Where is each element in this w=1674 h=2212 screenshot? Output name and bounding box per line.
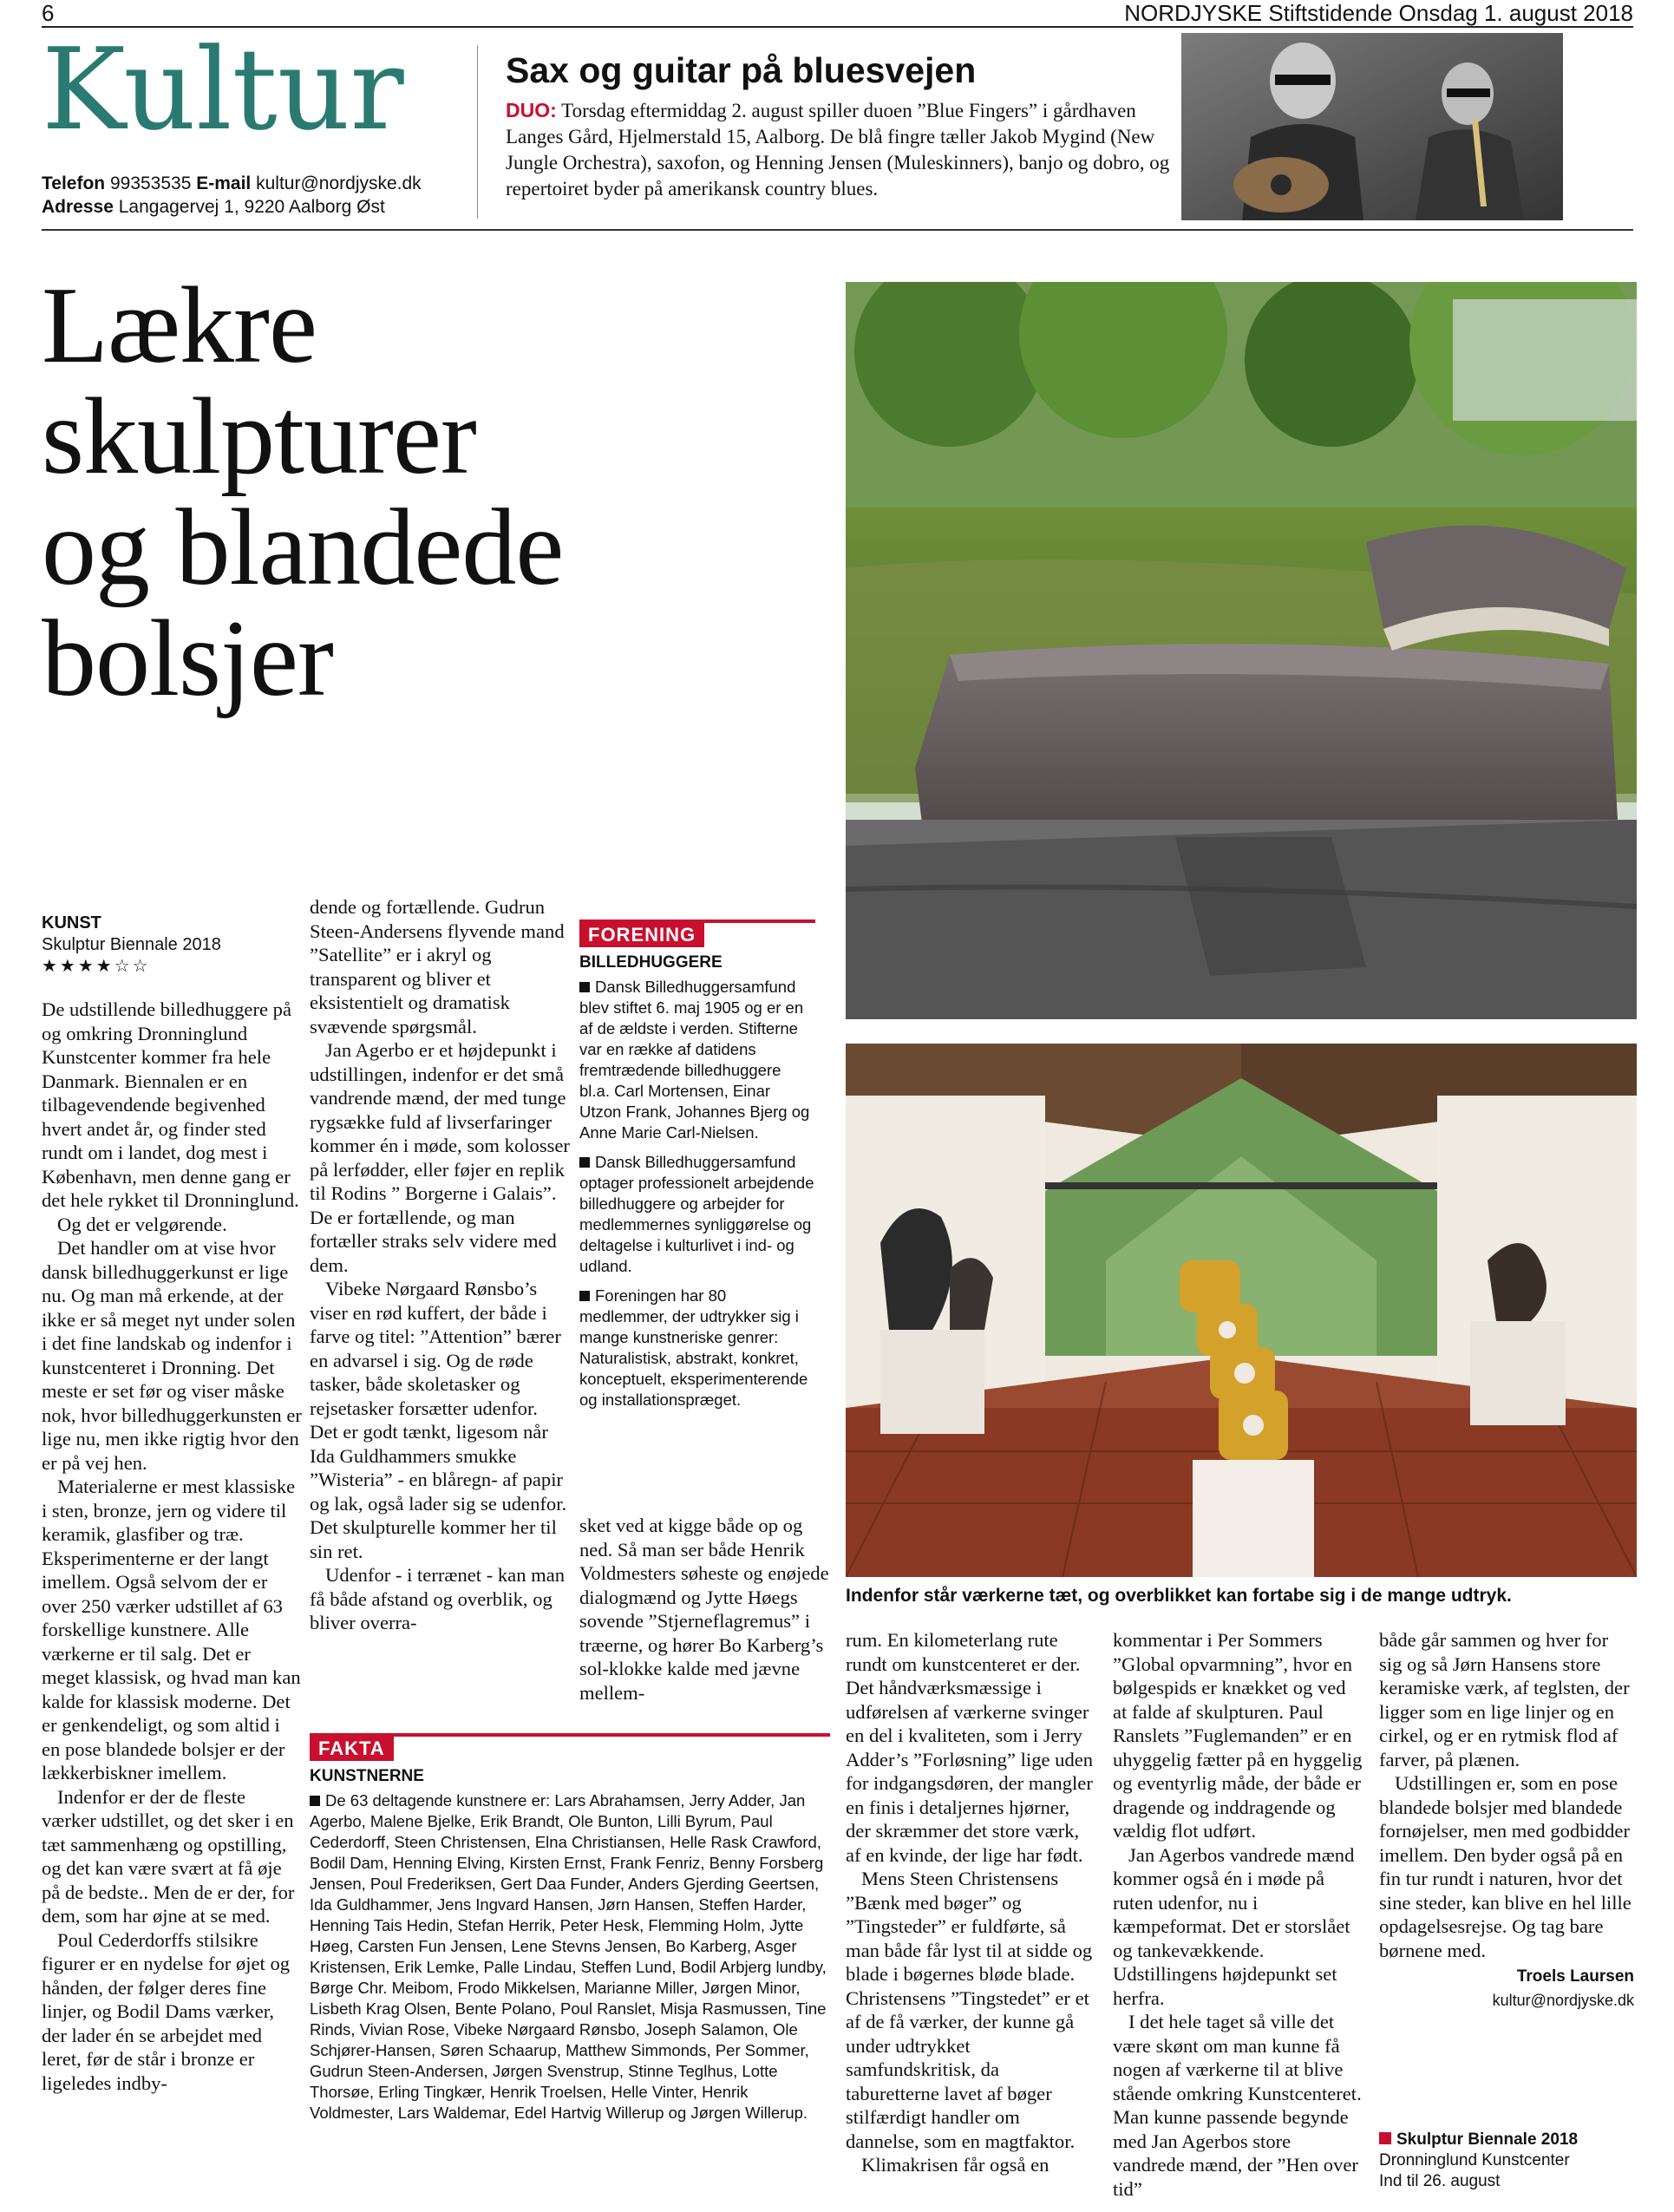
teaser-title: Sax og guitar på bluesvejen <box>506 50 977 90</box>
forening-item: Dansk Billedhuggersamfund blev stiftet 6. maj 1905 og er en af de ældste i verden. Stifterne var en række af datidens fremtrædende billedhuggere bl.a. Carl Mortensen, Einar Utzon Frank, Johannes Bjerg og Anne Marie Carl-Nielsen. <box>579 978 810 1142</box>
gallery-interior-photo <box>846 1044 1637 1577</box>
article-column-6 <box>1379 1628 1635 1962</box>
paragraph: I det hele taget så ville det være skønt om man kunne få nogen af værkerne til at blive stående omkring Kunstcenteret. Man kunne passende begynde med Jan Agerbos store vandrede mænd, der ”Hen over tid” <box>1113 2011 1362 2200</box>
divider <box>477 45 478 219</box>
info-place: Dronninglund Kunstcenter <box>1379 2151 1570 2169</box>
info-title: Skulptur Biennale 2018 <box>1396 2130 1579 2149</box>
teaser-kicker: DUO: <box>506 99 557 121</box>
teaser-text: Torsdag eftermiddag 2. august spiller duoen ”Blue Fingers” i gårdhaven Langes Gård, Hjelmerstald 15, Aalborg. De blå fingre tæller Jakob Mygind (New Jungle Orchestra), saxofon, og Henning Jensen (Muleskinners), banjo og dobro, og repertoiret byder på amerikansk country blues. <box>506 100 1170 200</box>
info-box <box>1379 2130 1635 2192</box>
teaser-body <box>506 97 1174 202</box>
paragraph: Jan Agerbo er et højdepunkt i udstillingen, indenfor er det små vandrende mænd, der med tunge rygsække fuld af livserfaringer kommer én i møde, som kolosser på lerfødder, eller føjer en replik til Rodins ” Borgerne i Galais”. De er fortællende, og man fortæller straks selv videre med dem. <box>310 1039 570 1276</box>
paragraph: Udenfor - i terrænet - kan man få både afstand og overblik, og bliver overra- <box>310 1564 566 1633</box>
section-separator <box>42 229 1633 231</box>
article-column-3 <box>579 1514 831 1705</box>
masthead: NORDJYSKE Stiftstidende Onsdag 1. august 2018 <box>1124 0 1633 26</box>
bullet-icon <box>579 1157 590 1168</box>
paragraph: Det handler om at vise hvor dansk billedhuggerkunst er lige nu. Og man må erkende, at der ikke er så meget nyt under solen i det fine landskab og indenfor i kunstcenteret i Dronning. Det meste er set før og viser måske nok, hvor billedhuggerkunsten er lige nu, men ikke rigtig hvor den er på vej hen. <box>42 1237 302 1474</box>
headline-line: skulpturer <box>42 376 476 497</box>
forening-item: Dansk Billedhuggersamfund optager professionelt arbejdende billedhuggere og arbejder for medlemmernes synliggørelse og deltagelse i kulturlivet i ind- og udland. <box>579 1153 814 1275</box>
paragraph: Og det er velgørende. <box>57 1213 227 1235</box>
email: kultur@nordjyske.dk <box>256 173 422 193</box>
bench-sculpture-photo <box>846 282 1637 1019</box>
paragraph: Klimakrisen får også en <box>861 2154 1050 2176</box>
phone: 99353535 <box>109 173 192 193</box>
headline-line: og blandede <box>42 488 564 608</box>
paragraph: Jan Agerbos vandrede mænd kommer også én i møde på ruten udenfor, nu i kæmpeformat. Det er storslået og tankevækkende. Udstillingens højdepunkt set herfra. <box>1113 1843 1355 2009</box>
forening-item: Foreningen har 80 medlemmer, der udtrykker sig i mange kunstneriske genrer: Naturalistisk, abstrakt, konkret, konceptuelt, eksperimenterende og installationspræget. <box>579 1286 808 1409</box>
bullet-icon <box>579 982 590 992</box>
forening-box <box>579 919 815 1419</box>
forening-heading: BILLEDHUGGERE <box>579 953 723 972</box>
paragraph: sket ved at kigge både op og ned. Så man ser både Henrik Voldmesters søheste og enøjede dialogmænd og Jytte Høegs sovende ”Stjerneflagremus” i træerne, og hører Bo Karberg’s sol-klokke kalde med jævne mellem- <box>579 1515 829 1704</box>
headline-line: bolsjer <box>42 599 333 719</box>
paragraph: Vibeke Nørgaard Rønsbo’s viser en rød kuffert, der både i farve og titel: ”Attention” bærer en advarsel i sig. Og de røde tasker, både skoletasker og rejsetasker forsætter udenfor. Det er godt tænkt, ligesom når Ida Guldhammers smukke ”Wisteria” - en blåregn- af papir og lak, også lader sig se udenfor. Det skulpturelle kommer her til sin ret. <box>310 1278 567 1562</box>
article-column-4 <box>846 1628 1097 2177</box>
page-number: 6 <box>42 0 55 26</box>
paragraph: Materialerne er mest klassiske i sten, bronze, jern og videre til keramik, glasfiber og træ. Eksperimenterne er der langt imellem. Også selvom der er over 250 værker udstillet af 63 forskellige kunstnere. Alle værkerne er til salg. Det er meget klassisk, og hvad man kan kalde for klassisk moderne. Det er genkendeligt, og som altid i en pose blandede bolsjer er der lækkerbiskner imellem. <box>42 1476 301 1783</box>
paragraph: rum. En kilometerlang rute rundt om kunstcenteret er der. Det håndværksmæssige i udførelsen af værkerne svinger en del i kvaliteten, som i Jerry Adder’s ”Forløsning” lige uden for indgangsdøren, der mangler en finis i detaljernes hjørner, der skræmmer det store værk, af en kvinde, der lige har født. <box>846 1629 1094 1866</box>
byline-email: kultur@nordjyske.dk <box>1492 1992 1634 2009</box>
paragraph: Udstillingen er, som en pose blandede bolsjer med blandede fornøjelser, men med godbidder imellem. Den byder også på en fin tur rundt i naturen, hvor det sine steder, kan blive en hel lille opdagelsesrejse. Og tag bare børnene med. <box>1379 1772 1631 1961</box>
fakta-box <box>310 1733 830 2124</box>
phone-label: Telefon <box>42 173 106 193</box>
red-square-icon <box>1379 2132 1391 2144</box>
category-label: KUNST <box>42 913 101 933</box>
address-label: Adresse <box>42 197 114 217</box>
paragraph: Indenfor er der de fleste værker udstillet, og det sker i en tæt sammenhæng og opstilling, og det kan være svært at få øje på de bedste.. Men de er der, for dem, som har øjne at se med. <box>42 1785 295 1927</box>
forening-tag: FORENING <box>579 923 704 947</box>
info-dates: Ind til 26. august <box>1379 2172 1501 2190</box>
contact-info <box>42 172 422 219</box>
headline-line: Lækre <box>42 265 317 386</box>
fakta-text: De 63 deltagende kunstnere er: Lars Abrahamsen, Jerry Adder, Jan Agerbo, Malene Bjelke, Erik Brandt, Ole Bunton, Lilli Byrum, Paul Cederdorff, Steen Christensen, Elna Christiansen, Helle Rask Crawford, Bodil Dam, Henning Elving, Kirsten Ernst, Frank Fenriz, Benny Forsberg Jensen, Poul Frederiksen, Gert Daa Funder, Anders Gjerding Geertsen, Ida Guldhammer, Jens Ingvard Hansen, Jørn Hansen, Steffen Harder, Henning Tais Hedin, Stefan Herrik, Peter Hesk, Flemming Holm, Jytte Høeg, Carsten Fun Jensen, Lene Stevns Jensen, Bo Karberg, Asger Kristensen, Erik Lemke, Palle Lindau, Steffen Lund, Bodil Arbjerg lundby, Børge Chr. Meibom, Frodo Mikkelsen, Marianne Miller, Jørgen Minor, Lisbeth Krag Olsen, Bente Polano, Poul Ranslet, Misja Rasmussen, Tine Rinds, Vivian Rose, Vibeke Nørgaard Rønsbo, Joseph Salamon, Ole Schjører-Hansen, Søren Schaarup, Matthew Simmonds, Per Sommer, Gudrun Steen-Andersen, Jørgen Svenstrup, Stinne Teglhus, Lotte Thorsøe, Erling Tingkær, Henrik Troelsen, Helle Vinter, Henrik Voldmester, Lars Waldemar, Edel Hartvig Willerup og Jørgen Willerup. <box>310 1791 827 2122</box>
article-column-5 <box>1113 1628 1364 2201</box>
bullet-icon <box>579 1291 590 1301</box>
photo-caption: Indenfor står værkerne tæt, og overblikket kan fortabe sig i de mange udtryk. <box>846 1586 1512 1606</box>
email-label: E-mail <box>196 173 252 193</box>
fakta-tag: FAKTA <box>310 1737 394 1761</box>
address: Langagervej 1, 9220 Aalborg Øst <box>118 197 385 217</box>
duo-photo <box>1181 33 1563 220</box>
paragraph: Poul Cederdorffs stilsikre figurer er en nydelse for øjet og hånden, der følger deres fine linjer, og Bodil Dams værker, der lader én se arbejdet med leret, før de står i bronze er ligeledes indby- <box>42 1928 291 2094</box>
review-meta <box>42 913 302 978</box>
paragraph: kommentar i Per Sommers ”Global opvarmning”, hvor en bølgespids er knækket og ved at falde af skulpturen. Paul Ranslets ”Fuglemanden” er en uhyggelig fætter på en hyggelig og eventyrlig måde, der både er dragende og inddragende og vældig flot udført. <box>1113 1629 1363 1842</box>
section-title: Kultur <box>42 23 404 155</box>
article-column-1 <box>42 998 302 2095</box>
rating-stars: ★★★★☆☆ <box>42 957 151 976</box>
paragraph: De udstillende billedhuggere på og omkring Dronninglund Kunstcenter kommer fra hele Danmark. Biennalen er en tilbagevendende begivenhed hvert andet år, og finder sted rundt om i landet, dog mest i København, men denne gang er det hele rykket til Dronninglund. <box>42 998 299 1211</box>
fakta-heading: KUNSTNERNE <box>310 1767 424 1785</box>
review-subject: Skulptur Biennale 2018 <box>42 935 221 954</box>
paragraph: både går sammen og hver for sig og så Jørn Hansens store keramiske værk, af teglsten, der ligger som en lige linjer og en cirkel, og er en rytmisk flod af farver, på plænen. <box>1379 1629 1630 1770</box>
headline <box>42 265 840 719</box>
article-column-2 <box>310 895 570 1635</box>
byline: Troels Laursen <box>1516 1967 1634 1986</box>
paragraph: dende og fortællende. Gudrun Steen-Andersens flyvende mand ”Satellite” er i akryl og transparent og bliver et eksistentielt og dramatisk svævende spørgsmål. <box>310 896 565 1037</box>
paragraph: Mens Steen Christensens ”Bænk med bøger” og ”Tingsteder” er fuldførte, så man både får lyst til at sidde og blade i bøgernes bløde blade. Christensens ”Tingstedet” er et af de få værker, der kunne gå under udtrykket samfundskritisk, da taburetterne lavet af bøger stilfærdigt handler om dannelse, som en magtfaktor. <box>846 1868 1093 2152</box>
bullet-icon <box>310 1796 320 1806</box>
